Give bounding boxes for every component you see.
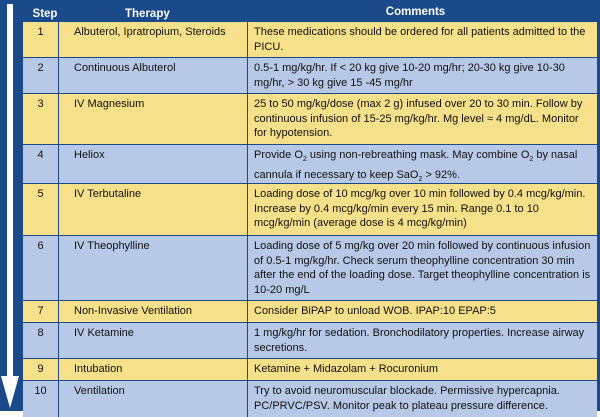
table-row [23,380,597,417]
therapy-name: IV Ketamine [59,323,248,358]
therapy-comment: Try to avoid neuromuscular blockade. Permissive hypercapnia. PC/PRVC/PSV. Monitor peak to plateau pressure difference. [254,385,560,412]
table-row [23,300,597,322]
step-number: 4 [23,145,59,183]
step-number: 8 [23,323,59,358]
therapy-name: Continuous Albuterol [59,58,248,93]
step-number: 5 [23,184,59,235]
header-step: Step [32,7,58,20]
therapy-name: Intubation [59,359,248,380]
therapy-name: Heliox [59,145,248,183]
table-row [23,322,597,358]
therapy-comment: Ketamine + Midazolam + Rocuronium [254,363,439,375]
therapy-comment: Loading dose of 5 mg/kg over 20 min followed by continuous infusion of 0.5-1 mg/kg/hr. Check serum theophylline concentration 30 min after the end of the loading dose. Target theophylline concentration is 10-20 mg/L [254,240,591,296]
therapy-name: Non-Invasive Ventilation [59,301,248,322]
table-header [23,3,597,21]
step-number: 2 [23,58,59,93]
table-row [23,183,597,235]
therapy-name: IV Magnesium [59,94,248,144]
table-row [23,235,597,300]
therapy-comment: Consider BiPAP to unload WOB. IPAP:10 EPAP:5 [254,305,496,317]
therapy-comment: Loading dose of 10 mcg/kg over 10 min followed by 0.4 mcg/kg/min. Increase by 0.4 mcg/kg/min every 15 min. Range 0.1 to 10 mcg/kg/min (average dose is 4 mcg/kg/min) [254,188,586,229]
therapy-name: Ventilation [59,381,248,417]
step-number: 10 [23,381,59,417]
step-number: 1 [23,22,59,57]
therapy-name: IV Terbutaline [59,184,248,235]
table-row [23,358,597,380]
header-therapy: Therapy [125,7,170,20]
therapy-comment: 1 mg/kg/hr for sedation. Bronchodilatory properties. Increase airway secretions. [254,327,585,354]
table-row [23,21,597,57]
step-number: 6 [23,236,59,300]
step-number: 3 [23,94,59,144]
table-row [23,93,597,144]
header-comments: Comments [385,6,446,18]
therapy-comment: 25 to 50 mg/kg/dose (max 2 g) infused over 20 to 30 min. Follow by continuous infusion of 15-25 mg/kg/hr. Mg level ≈ 4 mg/dL. Monitor for hypotension. [254,98,583,139]
down-arrow-icon [0,0,24,411]
therapy-name: Albuterol, Ipratropium, Steroids [59,22,248,57]
therapy-comment: These medications should be ordered for all patients admitted to the PICU. [254,26,586,53]
therapy-comment: Provide $O_2$ using non-rebreathing mask. May combine $O_2$ by nasal cannula if necessary to keep SaO$_2$ > 92%. [254,149,578,183]
table-row [23,144,597,183]
therapy-comment: 0.5-1 mg/kg/hr. If < 20 kg give 10-20 mg/hr; 20-30 kg give 10-30 mg/hr, > 30 kg give 15 -45 mg/hr [254,62,565,89]
step-number: 7 [23,301,59,322]
step-number: 9 [23,359,59,380]
table-row [23,57,597,93]
therapy-table [23,3,597,417]
therapy-name: IV Theophylline [59,236,248,300]
